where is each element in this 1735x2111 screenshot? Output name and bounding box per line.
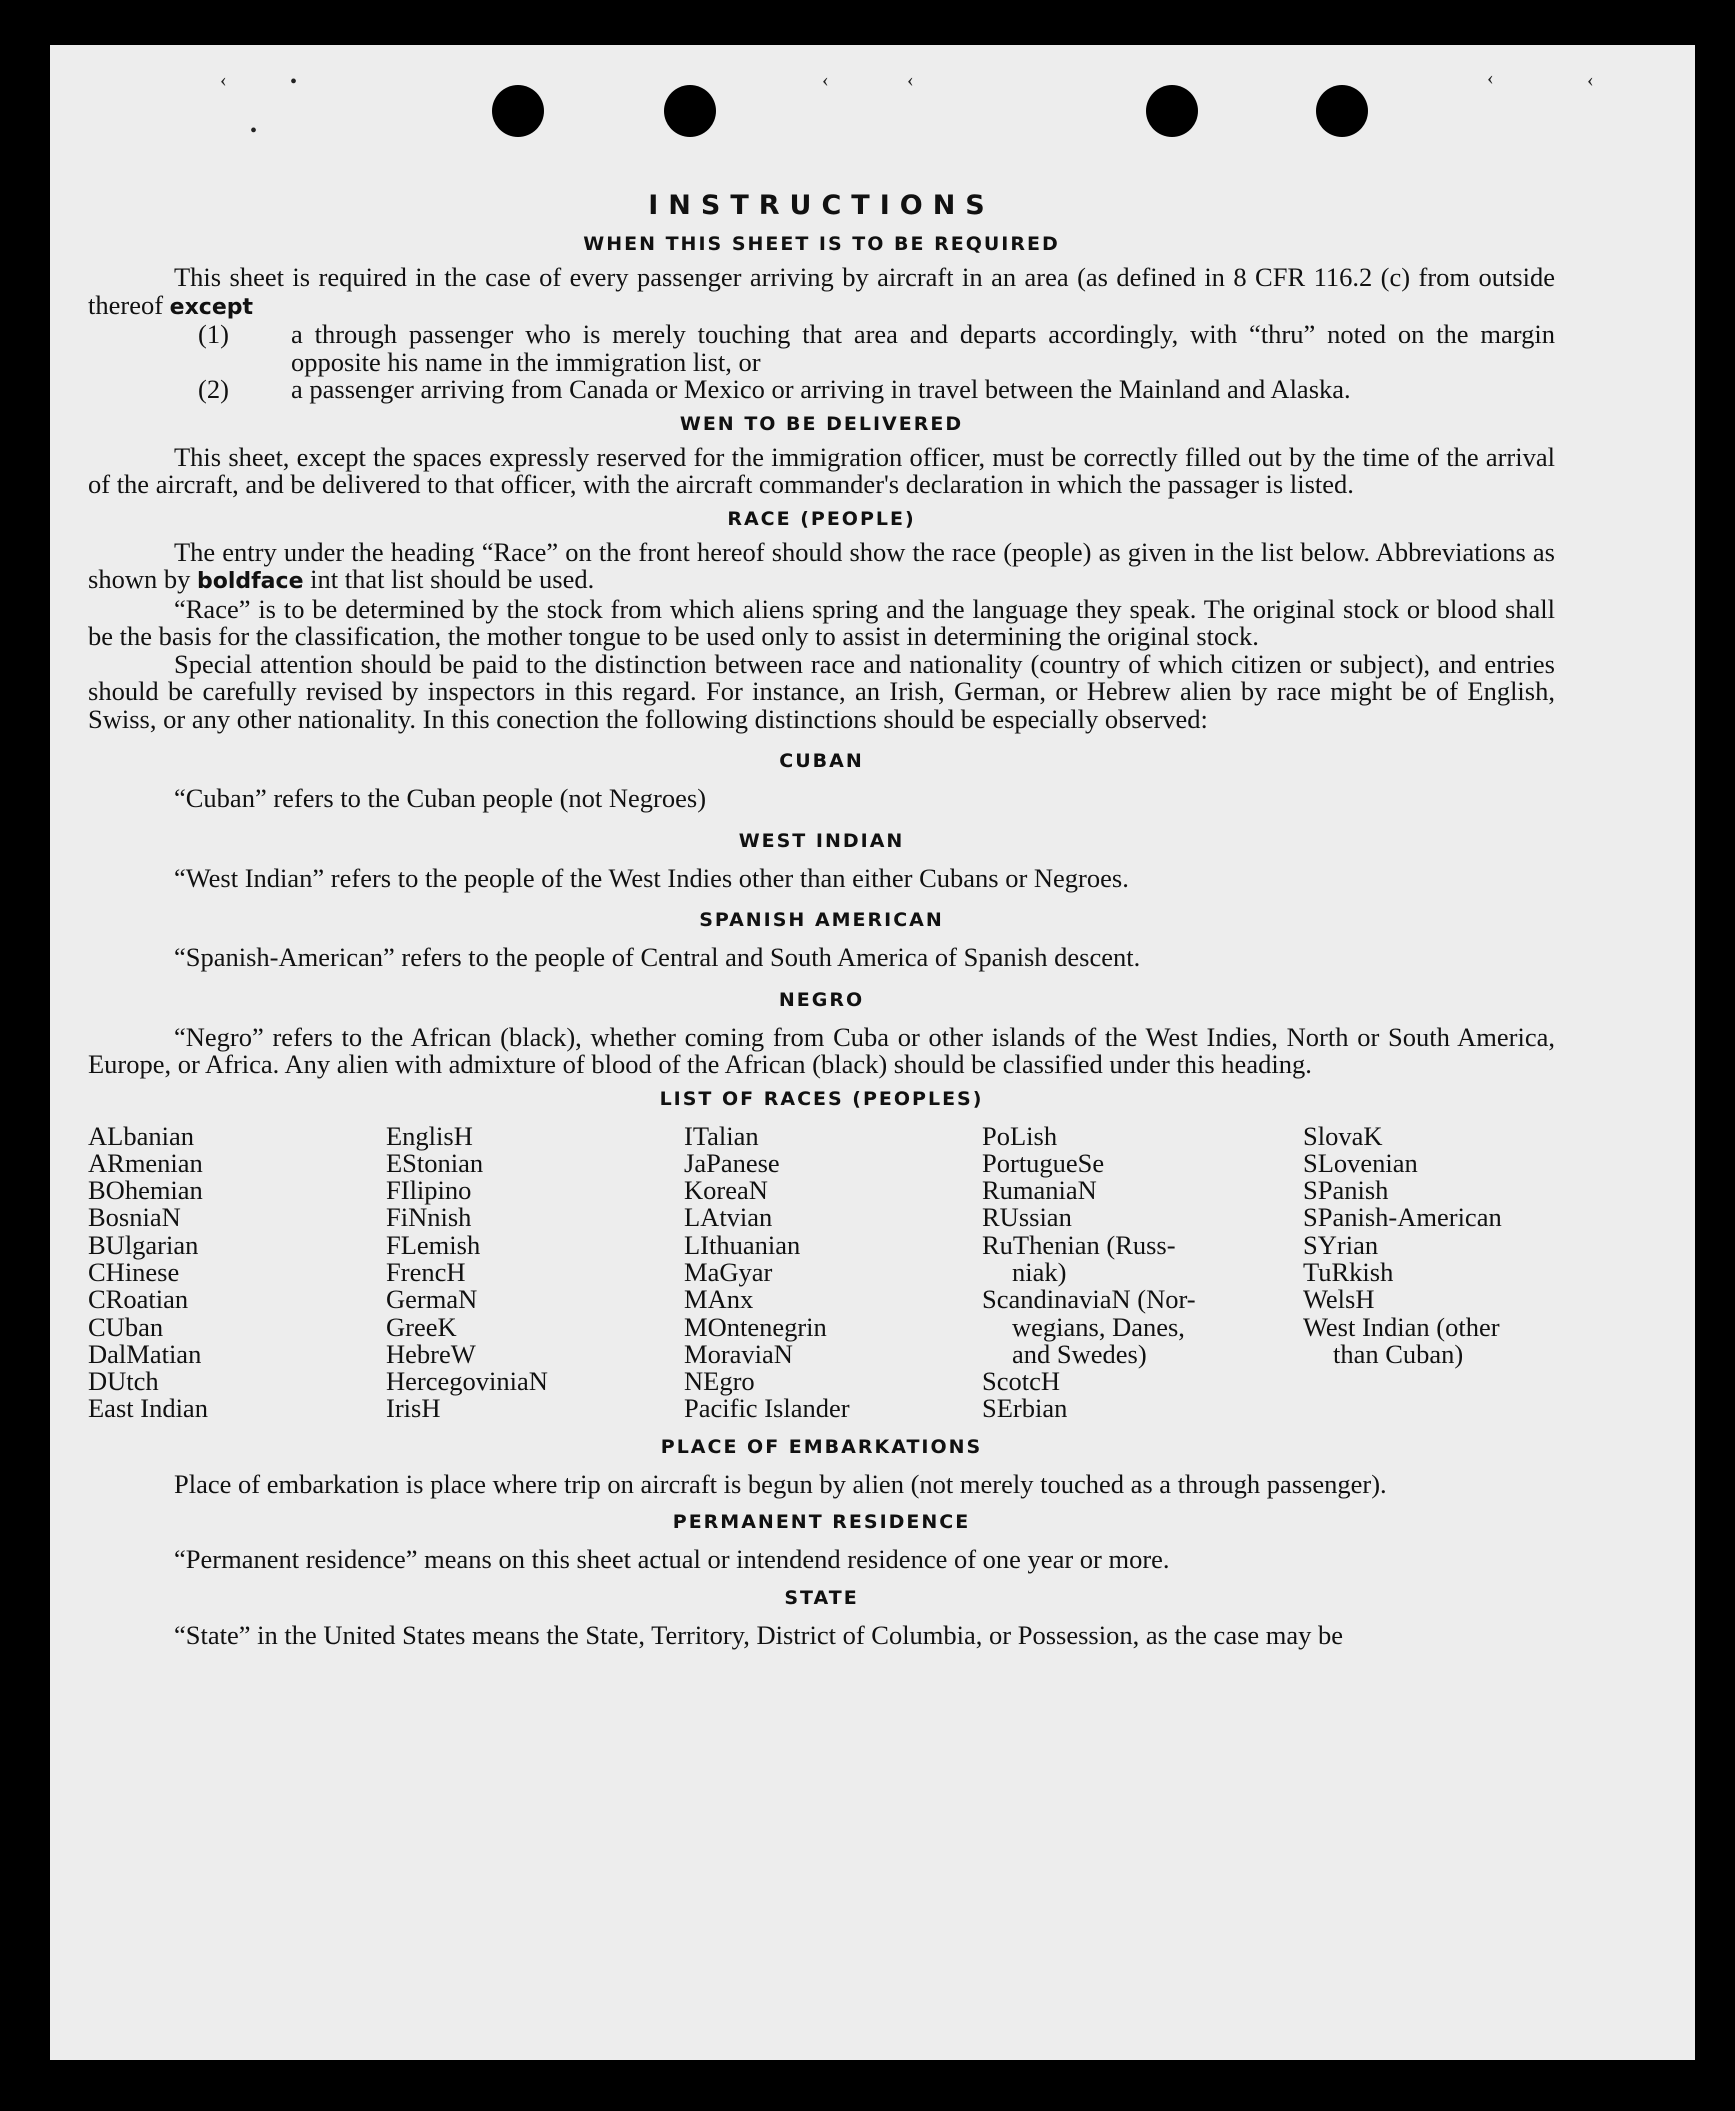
race-item: ALbanian (88, 1120, 194, 1151)
bold-term: boldface (196, 569, 304, 594)
list-item (88, 321, 1555, 376)
paragraph-text: This sheet is required in the case of every passenger arriving by aircraft in an area (as defined in 8 CFR 116.2 (c) from outside thereof (88, 262, 1555, 320)
punch-hole (1146, 85, 1198, 137)
race-item: LAtvian (684, 1202, 773, 1233)
race-item: BUlgarian (88, 1229, 199, 1260)
race-item: SPanish (1303, 1175, 1389, 1206)
scan-speck: • (290, 71, 298, 93)
race-item: HebreW (386, 1338, 476, 1369)
paragraph: This sheet, except the spaces expressly reserved for the immigration officer, must be correctly filled out by the time of the arrival of the aircraft, and be delivered to that officer, with the aircraft commander's declaration in which the passager is listed. (88, 441, 1555, 499)
race-item: PoLish (982, 1120, 1058, 1151)
race-item: BosniaN (88, 1202, 181, 1233)
section-heading-spanish-american: SPANISH AMERICAN (699, 909, 944, 931)
paragraph: “Race” is to be determined by the stock from which aliens spring and the language they speak. The original stock or blood shall be the basis for the classification, the mother tongue to be used only to assist in determining the original stock. (88, 593, 1555, 651)
race-item: RumaniaN (982, 1175, 1097, 1206)
race-item: LIthuanian (684, 1229, 801, 1260)
race-list (88, 1120, 1555, 1424)
race-item: FIlipino (386, 1175, 472, 1206)
scan-speck: ‹ (220, 69, 227, 91)
race-item: MaGyar (684, 1256, 773, 1287)
race-item: East Indian (88, 1393, 208, 1424)
race-item: KoreaN (684, 1175, 768, 1206)
race-item: CHinese (88, 1256, 180, 1287)
race-item: IrisH (386, 1393, 441, 1424)
race-item: MOntenegrin (684, 1311, 827, 1342)
race-item: WelsH (1303, 1284, 1375, 1315)
paragraph: Special attention should be paid to the distinction between race and nationality (country of which citizen or subject), and entries should be carefully revised by inspectors in this regard. For instance, an Irish, German, or Hebrew alien by race might be of English, Swiss, or any other nationality. In this conection the following distinctions should be especially observed: (88, 648, 1555, 734)
race-item: JaPanese (684, 1147, 780, 1178)
page-title: INSTRUCTIONS (648, 190, 995, 221)
race-item: DUtch (88, 1366, 159, 1397)
race-item: EnglisH (386, 1120, 473, 1151)
race-item: SYrian (1303, 1229, 1379, 1260)
list-number: (2) (198, 374, 229, 404)
section-heading-when-required: WHEN THIS SHEET IS TO BE REQUIRED (583, 233, 1060, 255)
race-item: MAnx (684, 1284, 754, 1315)
race-item: ScandinaviaN (Nor- (982, 1284, 1196, 1315)
section-heading-negro: NEGRO (778, 988, 865, 1011)
document-page (50, 45, 1695, 2060)
race-item: CUban (88, 1311, 164, 1342)
race-item: SLovenian (1303, 1147, 1418, 1178)
race-item: PortugueSe (982, 1147, 1105, 1178)
race-item-continued: niak) (1012, 1256, 1067, 1287)
race-item: FiNnish (386, 1202, 472, 1233)
section-heading-list-of-races: LIST OF RACES (PEOPLES) (659, 1087, 984, 1110)
list-number: (1) (198, 319, 229, 349)
race-column (386, 1120, 684, 1424)
race-item-continued: than Cuban) (1333, 1338, 1464, 1369)
race-item: RUssian (982, 1202, 1072, 1233)
scan-speck: • (250, 120, 258, 142)
scan-speck: ‹ (1487, 67, 1494, 89)
race-item: CRoatian (88, 1284, 189, 1315)
race-item-continued: and Swedes) (1012, 1338, 1147, 1369)
race-column (1303, 1120, 1553, 1423)
race-item: GreeK (386, 1311, 457, 1342)
paragraph (88, 264, 1555, 321)
scan-speck: ‹ (1587, 69, 1594, 91)
race-column (88, 1120, 386, 1424)
paragraph: Place of embarkation is place where trip on aircraft is begun by alien (not merely touched as a through passenger). (174, 1468, 1387, 1499)
list-item-text: a passenger arriving from Canada or Mexico or arriving in travel between the Mainland and Alaska. (291, 374, 1351, 404)
race-item: FLemish (386, 1229, 481, 1260)
paragraph: “State” in the United States means the State, Territory, District of Columbia, or Possession, as the case may be (174, 1619, 1344, 1650)
race-item: Pacific Islander (684, 1393, 850, 1424)
punch-hole (1316, 85, 1368, 137)
race-item: TuRkish (1303, 1256, 1394, 1287)
punch-hole (664, 85, 716, 137)
race-item: DalMatian (88, 1338, 202, 1369)
race-item: EStonian (386, 1147, 484, 1178)
paragraph: “West Indian” refers to the people of the West Indies other than either Cubans or Negroes. (174, 862, 1129, 893)
race-item: West Indian (other (1303, 1311, 1500, 1342)
race-column (684, 1120, 982, 1424)
paragraph-text: The entry under the heading “Race” on the front hereof should show the race (people) as given in the list below. Abbreviations as shown by (88, 536, 1555, 594)
bold-term: except (169, 294, 254, 320)
paragraph: “Permanent residence” means on this sheet actual or intendend residence of one year or more. (174, 1544, 1170, 1575)
section-heading-embarkation: PLACE OF EMBARKATIONS (660, 1435, 983, 1458)
race-item: RuThenian (Russ- (982, 1229, 1176, 1260)
instructions-body (88, 190, 1555, 1649)
race-item: FrencH (386, 1256, 466, 1287)
race-column (982, 1120, 1303, 1424)
section-heading-race: RACE (PEOPLE) (727, 507, 916, 530)
race-item: ITalian (684, 1120, 759, 1151)
race-item: SErbian (982, 1393, 1068, 1424)
race-item: ScotcH (982, 1366, 1061, 1397)
race-item: ARmenian (88, 1147, 203, 1178)
section-heading-permanent-residence: PERMANENT RESIDENCE (672, 1511, 971, 1534)
race-item: HercegoviniaN (386, 1366, 548, 1397)
section-heading-cuban: CUBAN (779, 750, 864, 772)
section-heading-delivery: WEN TO BE DELIVERED (679, 412, 964, 435)
paragraph (88, 536, 1555, 596)
scan-speck: ‹ (822, 69, 829, 91)
paragraph: “Spanish-American” refers to the people of Central and South America of Spanish descent. (174, 942, 1141, 972)
race-item: BOhemian (88, 1175, 203, 1206)
section-heading-west-indian: WEST INDIAN (738, 829, 905, 852)
list-item-text: a through passenger who is merely touching that area and departs accordingly, with “thru” noted on the margin opposite his name in the immigration list, or (291, 319, 1555, 377)
race-item: GermaN (386, 1284, 478, 1315)
paragraph-text: int that list should be used. (310, 564, 595, 594)
race-item-continued: wegians, Danes, (1012, 1311, 1185, 1342)
race-item: SlovaK (1303, 1120, 1383, 1151)
paragraph: “Cuban” refers to the Cuban people (not Negroes) (174, 783, 707, 813)
race-item: MoraviaN (684, 1338, 793, 1369)
race-item: SPanish-American (1303, 1202, 1502, 1233)
paragraph: “Negro” refers to the African (black), whether coming from Cuba or other islands of the West Indies, North or South America, Europe, or Africa. Any alien with admixture of blood of the African (black) should be classified under this heading. (88, 1021, 1555, 1079)
punch-hole (492, 85, 544, 137)
race-item: NEgro (684, 1366, 755, 1397)
scan-speck: ‹ (907, 69, 914, 91)
section-heading-state: STATE (784, 1586, 859, 1609)
list-item (88, 376, 1555, 404)
